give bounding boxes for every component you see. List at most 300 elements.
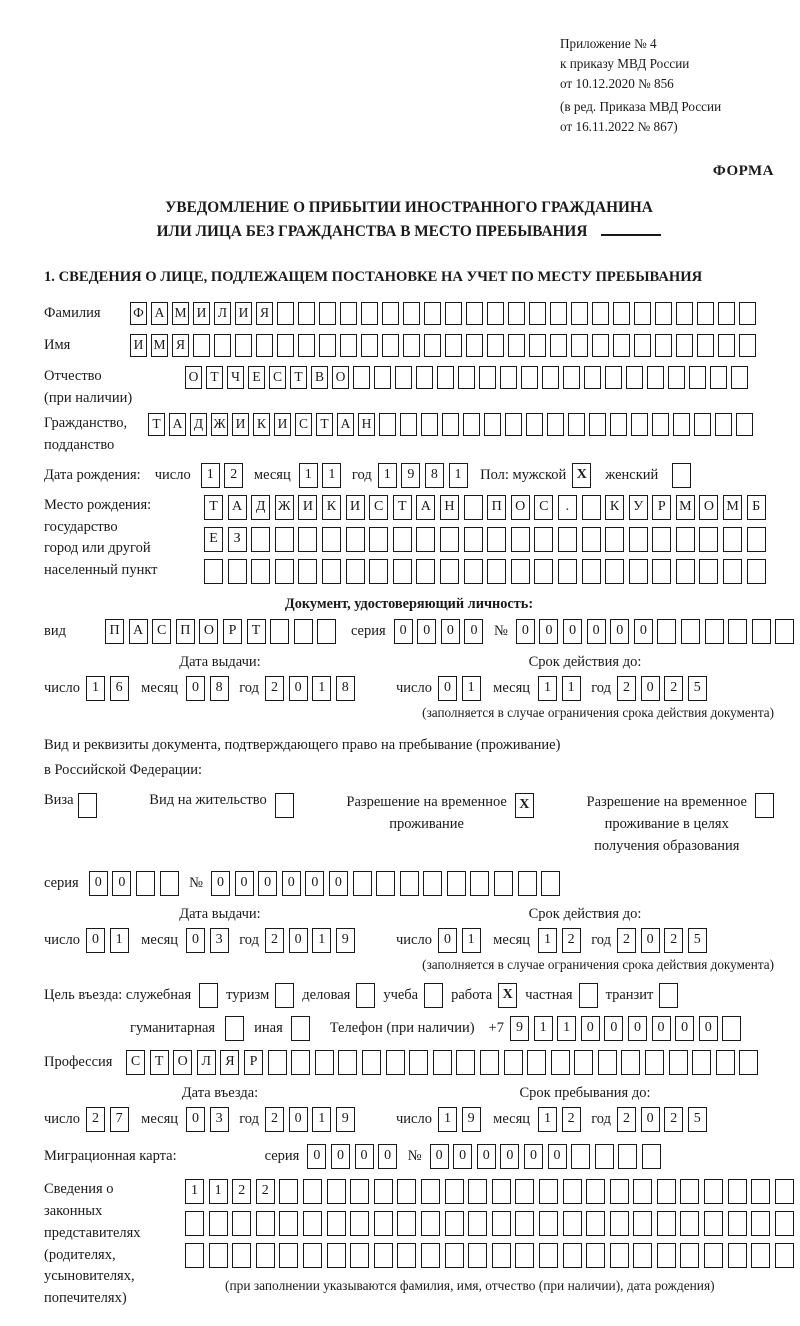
char-cell[interactable] (397, 1243, 416, 1268)
char-cell[interactable] (582, 559, 601, 584)
char-cell[interactable] (642, 1144, 661, 1169)
char-cell[interactable]: 1 (86, 676, 105, 701)
char-cell[interactable] (369, 527, 388, 552)
char-cell[interactable] (445, 302, 462, 325)
char-cell[interactable]: 5 (688, 928, 707, 953)
char-cell[interactable]: О (173, 1050, 192, 1075)
char-cell[interactable]: П (487, 495, 506, 520)
char-cell[interactable] (346, 559, 365, 584)
char-cell[interactable] (541, 871, 560, 896)
char-cell[interactable] (393, 527, 412, 552)
char-cell[interactable]: С (534, 495, 553, 520)
char-cell[interactable] (442, 413, 459, 436)
char-cell[interactable]: Р (244, 1050, 263, 1075)
char-cell[interactable]: П (105, 619, 124, 644)
char-cell[interactable] (775, 619, 794, 644)
char-cell[interactable] (605, 559, 624, 584)
char-cell[interactable] (718, 334, 735, 357)
char-cell[interactable] (634, 302, 651, 325)
char-cell[interactable]: И (130, 334, 147, 357)
char-cell[interactable] (445, 334, 462, 357)
char-cell[interactable] (350, 1179, 369, 1204)
char-cell[interactable] (479, 366, 496, 389)
char-cell[interactable]: 0 (355, 1144, 374, 1169)
char-cell[interactable]: З (228, 527, 247, 552)
char-cell[interactable]: 0 (641, 1107, 660, 1132)
char-cell[interactable]: В (311, 366, 328, 389)
char-cell[interactable]: 1 (462, 928, 481, 953)
char-cell[interactable] (303, 1211, 322, 1236)
char-cell[interactable] (393, 559, 412, 584)
char-cell[interactable]: 0 (438, 676, 457, 701)
char-cell[interactable]: М (172, 302, 189, 325)
char-cell[interactable] (508, 302, 525, 325)
char-cell[interactable]: 0 (610, 619, 629, 644)
char-cell[interactable] (464, 559, 483, 584)
char-cell[interactable] (374, 1243, 393, 1268)
char-cell[interactable] (511, 559, 530, 584)
char-cell[interactable] (294, 619, 313, 644)
char-cell[interactable]: И (274, 413, 291, 436)
char-cell[interactable] (424, 302, 441, 325)
char-cell[interactable] (466, 334, 483, 357)
char-cell[interactable] (739, 334, 756, 357)
char-cell[interactable]: 9 (462, 1107, 481, 1132)
char-cell[interactable] (563, 1179, 582, 1204)
temp-residence-checkbox[interactable]: X (515, 793, 534, 818)
char-cell[interactable] (697, 302, 714, 325)
char-cell[interactable] (775, 1179, 794, 1204)
char-cell[interactable] (136, 871, 155, 896)
char-cell[interactable] (350, 1243, 369, 1268)
char-cell[interactable] (747, 527, 766, 552)
char-cell[interactable] (521, 366, 538, 389)
char-cell[interactable]: К (322, 495, 341, 520)
char-cell[interactable] (160, 871, 179, 896)
char-cell[interactable] (699, 559, 718, 584)
char-cell[interactable]: Т (290, 366, 307, 389)
char-cell[interactable] (681, 619, 700, 644)
char-cell[interactable] (515, 1179, 534, 1204)
char-cell[interactable]: 6 (110, 676, 129, 701)
char-cell[interactable]: Н (440, 495, 459, 520)
char-cell[interactable]: О (332, 366, 349, 389)
char-cell[interactable] (251, 559, 270, 584)
char-cell[interactable] (739, 1050, 758, 1075)
humanitarian-checkbox[interactable] (225, 1016, 244, 1041)
char-cell[interactable] (421, 1211, 440, 1236)
char-cell[interactable] (547, 413, 564, 436)
char-cell[interactable]: 2 (265, 676, 284, 701)
char-cell[interactable] (680, 1243, 699, 1268)
char-cell[interactable]: И (298, 495, 317, 520)
char-cell[interactable] (416, 559, 435, 584)
char-cell[interactable]: 1 (449, 463, 468, 488)
char-cell[interactable] (692, 1050, 711, 1075)
char-cell[interactable]: 9 (336, 928, 355, 953)
char-cell[interactable]: 5 (688, 676, 707, 701)
char-cell[interactable]: 0 (675, 1016, 694, 1041)
char-cell[interactable]: 0 (394, 619, 413, 644)
char-cell[interactable] (468, 1179, 487, 1204)
char-cell[interactable] (718, 302, 735, 325)
char-cell[interactable]: 0 (86, 928, 105, 953)
char-cell[interactable] (539, 1243, 558, 1268)
char-cell[interactable] (214, 334, 231, 357)
char-cell[interactable] (185, 1243, 204, 1268)
char-cell[interactable]: Л (214, 302, 231, 325)
char-cell[interactable] (704, 1211, 723, 1236)
char-cell[interactable] (322, 559, 341, 584)
char-cell[interactable] (209, 1243, 228, 1268)
char-cell[interactable] (353, 871, 372, 896)
char-cell[interactable] (676, 559, 695, 584)
char-cell[interactable] (504, 1050, 523, 1075)
char-cell[interactable] (728, 1243, 747, 1268)
char-cell[interactable] (610, 1243, 629, 1268)
char-cell[interactable] (464, 495, 483, 520)
char-cell[interactable]: 0 (628, 1016, 647, 1041)
char-cell[interactable]: 0 (235, 871, 254, 896)
char-cell[interactable] (716, 1050, 735, 1075)
work-checkbox[interactable]: X (498, 983, 517, 1008)
char-cell[interactable]: Т (148, 413, 165, 436)
char-cell[interactable] (751, 1211, 770, 1236)
char-cell[interactable] (574, 1050, 593, 1075)
char-cell[interactable] (775, 1211, 794, 1236)
char-cell[interactable] (376, 871, 395, 896)
char-cell[interactable]: 1 (312, 676, 331, 701)
char-cell[interactable] (529, 334, 546, 357)
char-cell[interactable] (484, 413, 501, 436)
char-cell[interactable]: 1 (557, 1016, 576, 1041)
char-cell[interactable]: М (151, 334, 168, 357)
char-cell[interactable] (584, 366, 601, 389)
char-cell[interactable]: 0 (89, 871, 108, 896)
char-cell[interactable] (340, 334, 357, 357)
char-cell[interactable] (652, 527, 671, 552)
char-cell[interactable] (511, 527, 530, 552)
char-cell[interactable] (464, 527, 483, 552)
char-cell[interactable] (751, 1243, 770, 1268)
char-cell[interactable]: 2 (617, 1107, 636, 1132)
char-cell[interactable]: Я (256, 302, 273, 325)
char-cell[interactable]: 7 (110, 1107, 129, 1132)
char-cell[interactable] (529, 302, 546, 325)
official-checkbox[interactable] (199, 983, 218, 1008)
study-checkbox[interactable] (424, 983, 443, 1008)
char-cell[interactable]: 1 (562, 676, 581, 701)
char-cell[interactable]: С (152, 619, 171, 644)
char-cell[interactable]: С (295, 413, 312, 436)
char-cell[interactable] (668, 366, 685, 389)
char-cell[interactable]: М (723, 495, 742, 520)
char-cell[interactable] (539, 1179, 558, 1204)
char-cell[interactable]: Т (204, 495, 223, 520)
char-cell[interactable] (403, 302, 420, 325)
char-cell[interactable]: 1 (312, 1107, 331, 1132)
char-cell[interactable] (631, 413, 648, 436)
char-cell[interactable] (626, 366, 643, 389)
char-cell[interactable]: 0 (186, 676, 205, 701)
char-cell[interactable] (705, 619, 724, 644)
char-cell[interactable]: А (169, 413, 186, 436)
char-cell[interactable]: 8 (425, 463, 444, 488)
char-cell[interactable] (270, 619, 289, 644)
char-cell[interactable] (728, 619, 747, 644)
char-cell[interactable]: Ж (275, 495, 294, 520)
char-cell[interactable]: 2 (265, 1107, 284, 1132)
char-cell[interactable] (610, 1179, 629, 1204)
char-cell[interactable]: Б (747, 495, 766, 520)
char-cell[interactable]: 0 (641, 928, 660, 953)
char-cell[interactable] (487, 302, 504, 325)
char-cell[interactable] (369, 559, 388, 584)
char-cell[interactable]: С (269, 366, 286, 389)
char-cell[interactable] (251, 527, 270, 552)
char-cell[interactable] (193, 334, 210, 357)
char-cell[interactable]: И (232, 413, 249, 436)
char-cell[interactable] (468, 1211, 487, 1236)
char-cell[interactable] (728, 1211, 747, 1236)
char-cell[interactable] (319, 334, 336, 357)
char-cell[interactable] (232, 1243, 251, 1268)
char-cell[interactable] (374, 1179, 393, 1204)
char-cell[interactable] (409, 1050, 428, 1075)
char-cell[interactable] (595, 1144, 614, 1169)
sex-female-checkbox[interactable] (672, 463, 691, 488)
char-cell[interactable] (400, 871, 419, 896)
char-cell[interactable] (633, 1243, 652, 1268)
char-cell[interactable] (722, 1016, 741, 1041)
char-cell[interactable]: А (416, 495, 435, 520)
char-cell[interactable]: 0 (307, 1144, 326, 1169)
char-cell[interactable]: И (346, 495, 365, 520)
char-cell[interactable]: Т (393, 495, 412, 520)
char-cell[interactable] (303, 1179, 322, 1204)
char-cell[interactable] (279, 1243, 298, 1268)
char-cell[interactable]: О (185, 366, 202, 389)
char-cell[interactable] (739, 302, 756, 325)
char-cell[interactable]: 0 (417, 619, 436, 644)
char-cell[interactable] (710, 366, 727, 389)
char-cell[interactable]: 0 (634, 619, 653, 644)
char-cell[interactable] (382, 334, 399, 357)
char-cell[interactable] (633, 1179, 652, 1204)
char-cell[interactable] (403, 334, 420, 357)
char-cell[interactable] (645, 1050, 664, 1075)
char-cell[interactable] (492, 1179, 511, 1204)
char-cell[interactable] (298, 559, 317, 584)
char-cell[interactable]: А (151, 302, 168, 325)
tourism-checkbox[interactable] (275, 983, 294, 1008)
char-cell[interactable]: 0 (258, 871, 277, 896)
char-cell[interactable] (232, 1211, 251, 1236)
char-cell[interactable]: Л (197, 1050, 216, 1075)
char-cell[interactable] (676, 527, 695, 552)
char-cell[interactable] (374, 1211, 393, 1236)
char-cell[interactable] (470, 871, 489, 896)
char-cell[interactable] (618, 1144, 637, 1169)
char-cell[interactable]: 0 (289, 676, 308, 701)
char-cell[interactable] (379, 413, 396, 436)
char-cell[interactable] (492, 1211, 511, 1236)
char-cell[interactable] (487, 527, 506, 552)
private-checkbox[interactable] (579, 983, 598, 1008)
char-cell[interactable] (689, 366, 706, 389)
char-cell[interactable] (424, 334, 441, 357)
char-cell[interactable]: 0 (331, 1144, 350, 1169)
char-cell[interactable] (629, 527, 648, 552)
char-cell[interactable] (494, 871, 513, 896)
char-cell[interactable] (303, 1243, 322, 1268)
char-cell[interactable]: 1 (322, 463, 341, 488)
char-cell[interactable] (563, 366, 580, 389)
char-cell[interactable] (315, 1050, 334, 1075)
char-cell[interactable] (605, 366, 622, 389)
char-cell[interactable]: Е (248, 366, 265, 389)
char-cell[interactable] (445, 1211, 464, 1236)
char-cell[interactable] (751, 1179, 770, 1204)
char-cell[interactable] (629, 559, 648, 584)
char-cell[interactable]: 2 (86, 1107, 105, 1132)
char-cell[interactable] (463, 413, 480, 436)
char-cell[interactable] (534, 559, 553, 584)
char-cell[interactable] (416, 366, 433, 389)
char-cell[interactable] (256, 334, 273, 357)
char-cell[interactable] (676, 334, 693, 357)
char-cell[interactable]: С (369, 495, 388, 520)
char-cell[interactable] (500, 366, 517, 389)
char-cell[interactable]: П (176, 619, 195, 644)
char-cell[interactable]: О (511, 495, 530, 520)
char-cell[interactable]: 9 (401, 463, 420, 488)
char-cell[interactable]: 3 (210, 1107, 229, 1132)
char-cell[interactable] (279, 1211, 298, 1236)
char-cell[interactable] (571, 1144, 590, 1169)
char-cell[interactable]: Я (220, 1050, 239, 1075)
char-cell[interactable] (582, 495, 601, 520)
char-cell[interactable]: 0 (587, 619, 606, 644)
char-cell[interactable] (563, 1243, 582, 1268)
char-cell[interactable]: 2 (562, 928, 581, 953)
char-cell[interactable]: 0 (289, 1107, 308, 1132)
char-cell[interactable] (655, 334, 672, 357)
char-cell[interactable]: 0 (378, 1144, 397, 1169)
char-cell[interactable] (487, 559, 506, 584)
char-cell[interactable]: 1 (538, 928, 557, 953)
char-cell[interactable] (598, 1050, 617, 1075)
char-cell[interactable] (526, 413, 543, 436)
char-cell[interactable]: 0 (641, 676, 660, 701)
char-cell[interactable] (610, 1211, 629, 1236)
char-cell[interactable]: А (129, 619, 148, 644)
char-cell[interactable]: 0 (430, 1144, 449, 1169)
char-cell[interactable] (613, 302, 630, 325)
char-cell[interactable] (613, 334, 630, 357)
char-cell[interactable] (204, 559, 223, 584)
char-cell[interactable] (655, 302, 672, 325)
char-cell[interactable] (416, 527, 435, 552)
char-cell[interactable] (338, 1050, 357, 1075)
char-cell[interactable] (505, 413, 522, 436)
char-cell[interactable]: А (228, 495, 247, 520)
char-cell[interactable]: 1 (312, 928, 331, 953)
char-cell[interactable] (397, 1179, 416, 1204)
char-cell[interactable] (382, 302, 399, 325)
char-cell[interactable] (610, 413, 627, 436)
char-cell[interactable] (592, 334, 609, 357)
char-cell[interactable]: 0 (438, 928, 457, 953)
char-cell[interactable]: Ф (130, 302, 147, 325)
char-cell[interactable] (268, 1050, 287, 1075)
char-cell[interactable] (527, 1050, 546, 1075)
char-cell[interactable] (340, 302, 357, 325)
char-cell[interactable]: 0 (305, 871, 324, 896)
transit-checkbox[interactable] (659, 983, 678, 1008)
char-cell[interactable]: 2 (232, 1179, 251, 1204)
char-cell[interactable] (353, 366, 370, 389)
char-cell[interactable] (728, 1179, 747, 1204)
char-cell[interactable] (652, 559, 671, 584)
char-cell[interactable]: 8 (210, 676, 229, 701)
char-cell[interactable]: 2 (224, 463, 243, 488)
residence-permit-checkbox[interactable] (275, 793, 294, 818)
char-cell[interactable] (397, 1211, 416, 1236)
char-cell[interactable]: О (699, 495, 718, 520)
char-cell[interactable] (468, 1243, 487, 1268)
char-cell[interactable] (534, 527, 553, 552)
char-cell[interactable] (400, 413, 417, 436)
char-cell[interactable]: . (558, 495, 577, 520)
char-cell[interactable] (256, 1211, 275, 1236)
char-cell[interactable]: 0 (453, 1144, 472, 1169)
char-cell[interactable] (492, 1243, 511, 1268)
char-cell[interactable]: 0 (211, 871, 230, 896)
char-cell[interactable]: 1 (378, 463, 397, 488)
char-cell[interactable]: Ч (227, 366, 244, 389)
char-cell[interactable]: 1 (438, 1107, 457, 1132)
char-cell[interactable] (657, 1243, 676, 1268)
char-cell[interactable] (694, 413, 711, 436)
char-cell[interactable] (327, 1211, 346, 1236)
char-cell[interactable]: 0 (581, 1016, 600, 1041)
char-cell[interactable]: Е (204, 527, 223, 552)
char-cell[interactable]: Т (316, 413, 333, 436)
char-cell[interactable]: К (253, 413, 270, 436)
char-cell[interactable]: Т (206, 366, 223, 389)
char-cell[interactable]: 1 (538, 676, 557, 701)
char-cell[interactable] (515, 1211, 534, 1236)
char-cell[interactable]: 0 (186, 928, 205, 953)
char-cell[interactable] (775, 1243, 794, 1268)
char-cell[interactable] (558, 559, 577, 584)
char-cell[interactable] (586, 1179, 605, 1204)
char-cell[interactable]: Я (172, 334, 189, 357)
char-cell[interactable]: 0 (524, 1144, 543, 1169)
char-cell[interactable]: 1 (534, 1016, 553, 1041)
char-cell[interactable] (421, 1243, 440, 1268)
char-cell[interactable] (433, 1050, 452, 1075)
char-cell[interactable]: 0 (329, 871, 348, 896)
char-cell[interactable] (657, 1211, 676, 1236)
char-cell[interactable]: 0 (604, 1016, 623, 1041)
char-cell[interactable] (715, 413, 732, 436)
char-cell[interactable] (736, 413, 753, 436)
char-cell[interactable] (657, 1179, 676, 1204)
char-cell[interactable]: 1 (110, 928, 129, 953)
char-cell[interactable] (723, 559, 742, 584)
